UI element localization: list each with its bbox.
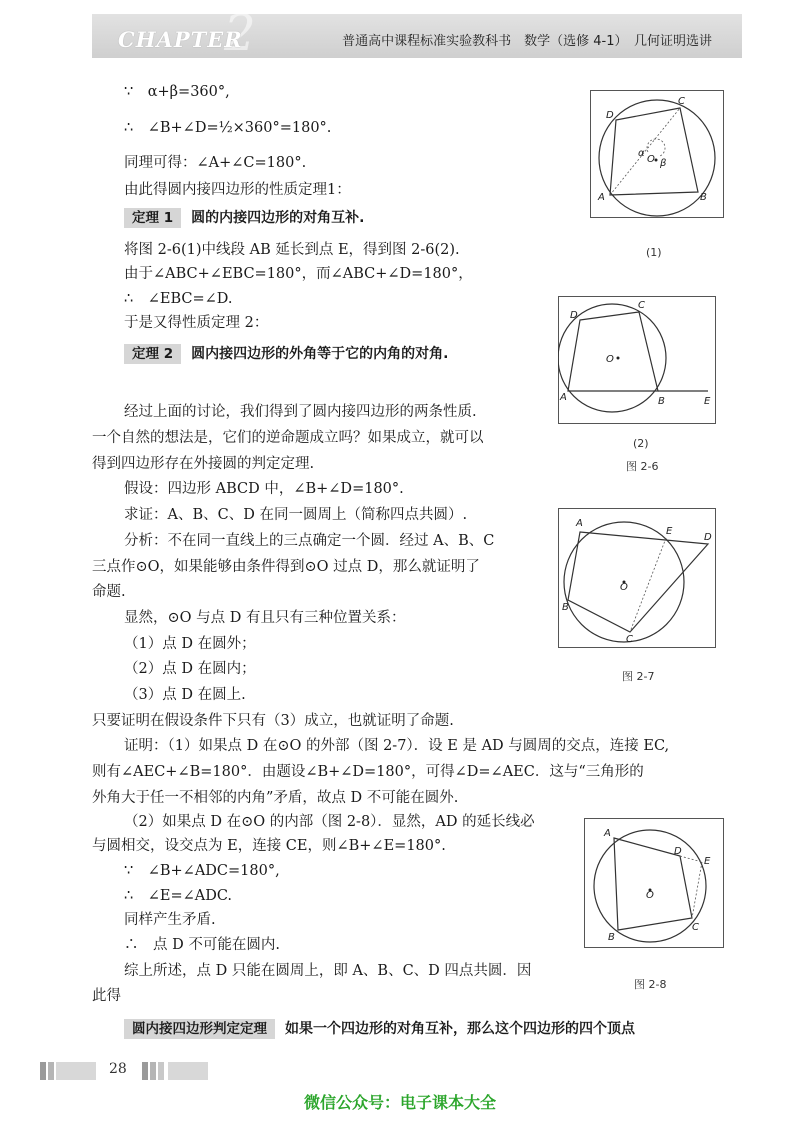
text-line: 于是又得性质定理 2： xyxy=(124,315,269,331)
fig1-label: O xyxy=(647,154,655,165)
text-line: 此得 xyxy=(92,988,121,1004)
fig4-label: D xyxy=(674,846,682,857)
figure-2-6-2 xyxy=(558,296,716,424)
figure-2-8-drawing xyxy=(584,818,724,948)
fig4-label: B xyxy=(608,932,615,943)
text-line: 将图 2-6(1)中线段 AB 延长到点 E，得到图 2-6(2). xyxy=(124,242,460,258)
figure-caption: (1) xyxy=(646,246,662,259)
text-line: ∴ ∠B+∠D=½×360°=180°. xyxy=(124,120,332,136)
text-line: 一个自然的想法是，它们的逆命题成立吗？如果成立，就可以 xyxy=(92,430,484,446)
text-line: 由于∠ABC+∠EBC=180°，而∠ABC+∠D=180°， xyxy=(124,266,473,282)
theorem-text: 如果一个四边形的对角互补，那么这个四边形的四个顶点 xyxy=(285,1021,635,1037)
fig1-label: C xyxy=(678,96,685,107)
theorem-label: 定理 1 xyxy=(124,208,181,228)
text-line: （3）点 D 在圆上. xyxy=(124,687,246,703)
figure-caption: 图 2-6 xyxy=(626,460,659,473)
fig3-label: D xyxy=(704,532,712,543)
figure-caption: (2) xyxy=(633,437,649,450)
fig2-label: D xyxy=(570,310,578,321)
text-line: 求证：A、B、C、D 在同一圆周上（简称四点共圆）. xyxy=(124,507,468,523)
book-title: 普通高中课程标准实验教科书 数学（选修 4-1） 几何证明选讲 xyxy=(342,34,712,49)
text-line: ∵ ∠B+∠ADC=180°, xyxy=(124,863,280,879)
fig2-label: A xyxy=(560,392,567,403)
text-line: （2）点 D 在圆内； xyxy=(124,661,256,677)
fig3-label: C xyxy=(626,634,633,645)
text-line: 则有∠AEC+∠B=180°．由题设∠B+∠D=180°，可得∠D=∠AEC．这与“三角形的 xyxy=(92,764,644,780)
figure-2-6-1-drawing xyxy=(590,90,724,218)
fig4-label: O xyxy=(646,890,654,901)
fig4-label: E xyxy=(704,856,711,867)
text-line: ∵ α+β=360°, xyxy=(124,84,230,100)
text-line: 与圆相交，设交点为 E，连接 CE，则∠B+∠E=180°. xyxy=(92,838,446,854)
page-number: 28 xyxy=(109,1061,127,1077)
text-line: ∴ ∠E=∠ADC. xyxy=(124,888,233,904)
text-line: 只要证明在假设条件下只有（3）成立，也就证明了命题. xyxy=(92,713,454,729)
fig4-label: C xyxy=(692,922,699,933)
fig2-label: E xyxy=(704,396,711,407)
theorem-text: 圆内接四边形的外角等于它的内角的对角. xyxy=(191,346,449,362)
text-line: 显然，⊙O 与点 D 有且只有三种位置关系： xyxy=(124,610,406,626)
theorem-label: 圆内接四边形判定定理 xyxy=(124,1019,275,1039)
theorem-text: 圆的内接四边形的对角互补. xyxy=(191,210,365,226)
chapter-header xyxy=(92,4,742,62)
watermark: 微信公众号：电子课本大全 xyxy=(303,1093,496,1112)
figure-2-6-2-drawing xyxy=(558,296,716,424)
text-line: （1）点 D 在圆外； xyxy=(124,636,256,652)
fig1-label: α xyxy=(638,148,645,159)
theorem-2 xyxy=(124,344,448,364)
figure-caption: 图 2-8 xyxy=(634,978,667,991)
text-line: 同样产生矛盾. xyxy=(124,912,216,928)
text-line: 得到四边形存在外接圆的判定定理. xyxy=(92,456,315,472)
theorem-3 xyxy=(124,1019,635,1039)
figure-2-7-drawing xyxy=(558,508,716,648)
text-line: 命题. xyxy=(92,584,126,600)
text-line: 由此得圆内接四边形的性质定理1： xyxy=(124,182,351,198)
text-line: ∴ 点 D 不可能在圆内. xyxy=(124,937,280,953)
chapter-number: 2 xyxy=(224,4,256,62)
text-line: ∴ ∠EBC=∠D. xyxy=(124,291,233,307)
text-line: 同理可得：∠A+∠C=180°. xyxy=(124,155,307,171)
fig2-label: C xyxy=(638,300,645,311)
chapter-label: CHAPTER xyxy=(118,27,243,52)
fig2-label: O xyxy=(606,354,614,365)
fig3-label: B xyxy=(562,602,569,613)
figure-caption: 图 2-7 xyxy=(622,670,655,683)
fig2-label: B xyxy=(658,396,665,407)
text-line: 三点作⊙O，如果能够由条件得到⊙O 过点 D，那么就证明了 xyxy=(92,559,480,575)
text-line: 综上所述，点 D 只能在圆周上，即 A、B、C、D 四点共圆．因 xyxy=(124,963,532,979)
text-line: （2）如果点 D 在⊙O 的内部（图 2-8）．显然，AD 的延长线必 xyxy=(124,814,535,830)
figure-2-8 xyxy=(584,818,724,948)
text-line: 外角大于任一不相邻的内角”矛盾，故点 D 不可能在圆外. xyxy=(92,790,459,806)
fig1-label: D xyxy=(606,110,614,121)
fig3-label: E xyxy=(666,526,673,537)
fig1-label: B xyxy=(700,192,707,203)
fig3-label: O xyxy=(620,582,628,593)
text-line: 分析：不在同一直线上的三点确定一个圆．经过 A、B、C xyxy=(124,533,495,549)
fig1-label: β xyxy=(660,158,667,169)
figure-2-6-1 xyxy=(590,90,724,218)
fig3-label: A xyxy=(576,518,583,529)
fig1-label: A xyxy=(598,192,605,203)
text-line: 假设：四边形 ABCD 中，∠B+∠D=180°. xyxy=(124,481,404,497)
text-line: 证明：（1）如果点 D 在⊙O 的外部（图 2-7）．设 E 是 AD 与圆周的交点，连接 EC, xyxy=(124,738,670,754)
theorem-1 xyxy=(124,208,364,228)
fig4-label: A xyxy=(604,828,611,839)
figure-2-7 xyxy=(558,508,716,648)
text-line: 经过上面的讨论，我们得到了圆内接四边形的两条性质. xyxy=(124,404,477,420)
theorem-label: 定理 2 xyxy=(124,344,181,364)
